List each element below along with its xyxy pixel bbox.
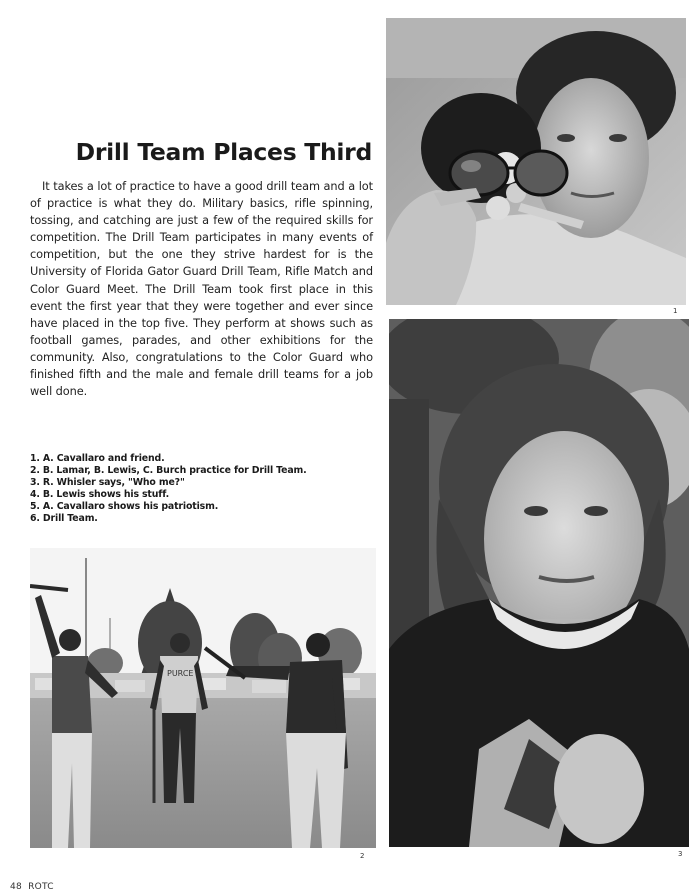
article-title: Drill Team Places Third	[75, 138, 372, 166]
photo-2-image	[30, 548, 376, 848]
caption-item: 5. A. Cavallaro shows his patriotism.	[30, 501, 219, 513]
caption-item: 1. A. Cavallaro and friend.	[30, 453, 165, 464]
photo-2	[30, 548, 376, 848]
caption-item: 4. B. Lewis shows his stuff.	[30, 489, 170, 501]
caption-item: 2. B. Lamar, B. Lewis, C. Burch practice for Drill Team.	[30, 465, 307, 477]
page-number: 48	[10, 882, 23, 892]
photo-1-image	[386, 18, 686, 305]
photo-3	[389, 319, 689, 847]
article-body: It takes a lot of practice to have a good drill team and a lot of practice is what they do. Military basics, rifle spinning, tossing, and catching are just a few of the required skills for competition. The Drill Team participates in many events of competition, but the one they strive hardest for is the University of Florida Gator Guard Drill Team, Rifle Match and Color Guard Meet. The Drill Team took first place in this event the first year that they were together and ever since have placed in the top five. They perform at shows such as football games, parades, and other exhibitions for the community. Also, congratulations to the Color Guard who finished fifth and the male and female drill teams for a job well done.	[30, 179, 373, 399]
caption-item: 6. Drill Team.	[30, 513, 98, 525]
photo-1-number: 1	[673, 307, 678, 315]
caption-list	[30, 453, 307, 526]
caption-item: 3. R. Whisler says, "Who me?"	[30, 477, 185, 489]
section-name: ROTC	[28, 882, 54, 892]
shirt-lettering: PURCE	[167, 669, 194, 678]
page-footer	[10, 882, 60, 892]
photo-3-image	[389, 319, 689, 847]
photo-3-number: 3	[678, 850, 683, 858]
photo-1	[386, 18, 686, 305]
photo-2-number: 2	[360, 852, 365, 860]
